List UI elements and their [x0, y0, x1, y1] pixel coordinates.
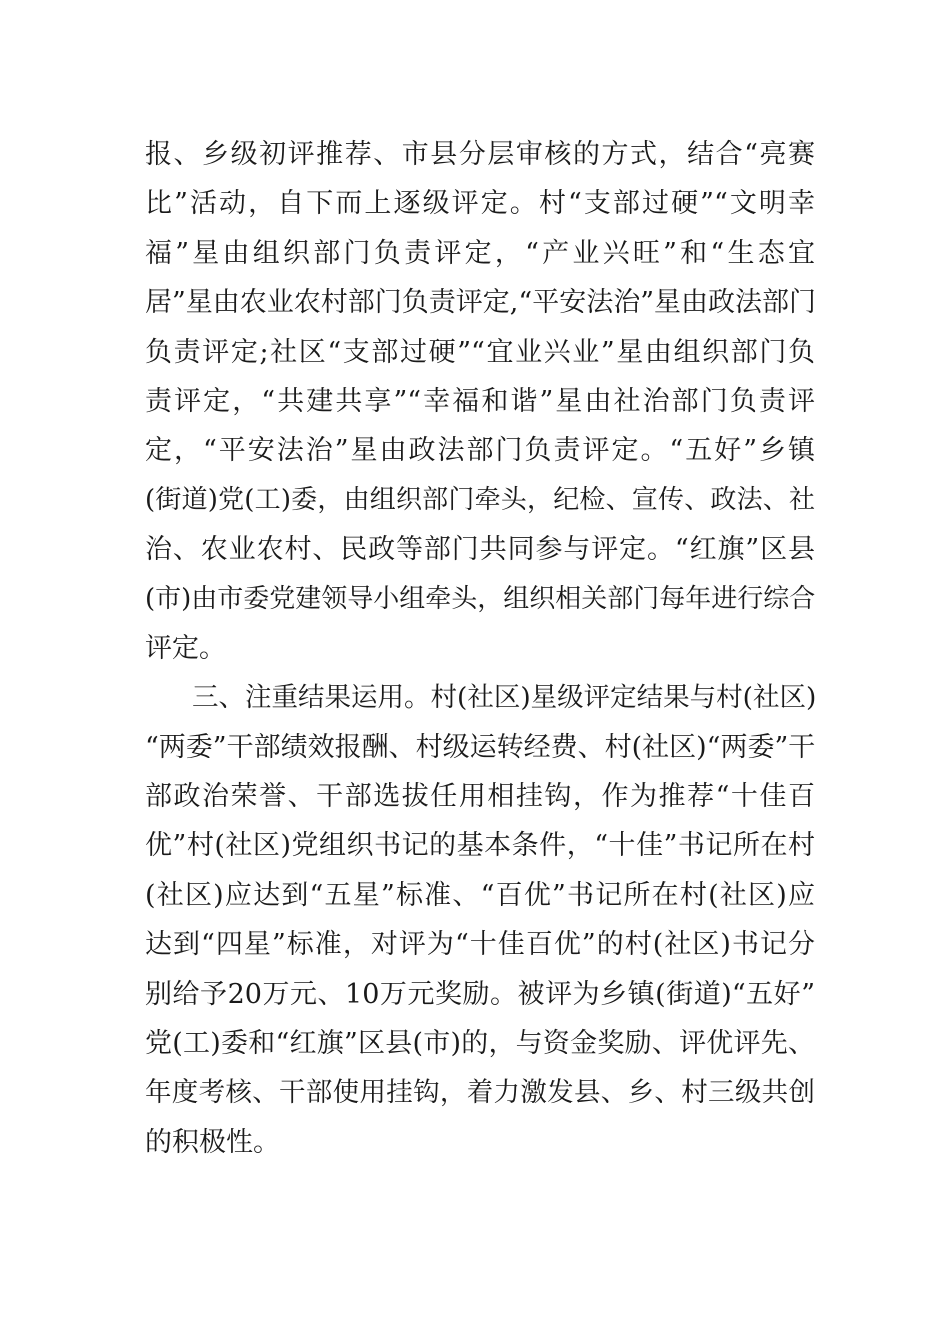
text-line: (街道)党(工)委，由组织部门牵头，纪检、宣传、政法、社 [145, 484, 815, 515]
text-line: 优”村(社区)党组织书记的基本条件，“十佳”书记所在村 [145, 830, 815, 862]
paragraph-1 [145, 130, 815, 673]
text-line: “两委”干部绩效报酬、村级运转经费、村(社区)“两委”干 [145, 731, 816, 763]
text-line: 党(工)委和“红旗”区县(市)的，与资金奖励、评优评先、 [145, 1028, 815, 1060]
text-line: 达到“四星”标准，对评为“十佳百优”的村(社区)书记分 [145, 929, 815, 961]
text-line: 福”星由组织部门负责评定，“产业兴旺”和“生态宜 [145, 237, 815, 269]
text-line: 三、注重结果运用。村(社区)星级评定结果与村(社区) [192, 682, 817, 714]
text-line: 别给予20万元、10万元奖励。被评为乡镇(街道)“五好” [145, 978, 815, 1010]
text-line: 部政治荣誉、干部选拔任用相挂钩，作为推荐“十佳百 [145, 781, 815, 813]
text-line: 责评定，“共建共享”“幸福和谐”星由社治部门负责评 [145, 385, 815, 417]
text-line: 报、乡级初评推荐、市县分层审核的方式，结合“亮赛 [145, 139, 815, 170]
body-text [145, 130, 815, 1167]
text-line: 治、农业农村、民政等部门共同参与评定。“红旗”区县 [145, 534, 815, 566]
text-line: 年度考核、干部使用挂钩，着力激发县、乡、村三级共创 [145, 1077, 815, 1109]
text-line: (社区)应达到“五星”标准、“百优”书记所在村(社区)应 [145, 879, 815, 911]
text-line: 的积极性。 [145, 1126, 280, 1158]
text-line: 比”活动，自下而上逐级评定。村“支部过硬”“文明幸 [145, 188, 815, 220]
paragraph-2 [145, 673, 815, 1167]
text-line: 居”星由农业农村部门负责评定,“平安法治”星由政法部门 [145, 287, 816, 319]
text-line: 定，“平安法治”星由政法部门负责评定。“五好”乡镇 [145, 435, 815, 467]
text-line: 评定。 [145, 632, 226, 664]
text-line: (市)由市委党建领导小组牵头，组织相关部门每年进行综合 [145, 583, 816, 614]
text-line: 负责评定;社区“支部过硬”“宜业兴业”星由组织部门负 [145, 336, 815, 368]
